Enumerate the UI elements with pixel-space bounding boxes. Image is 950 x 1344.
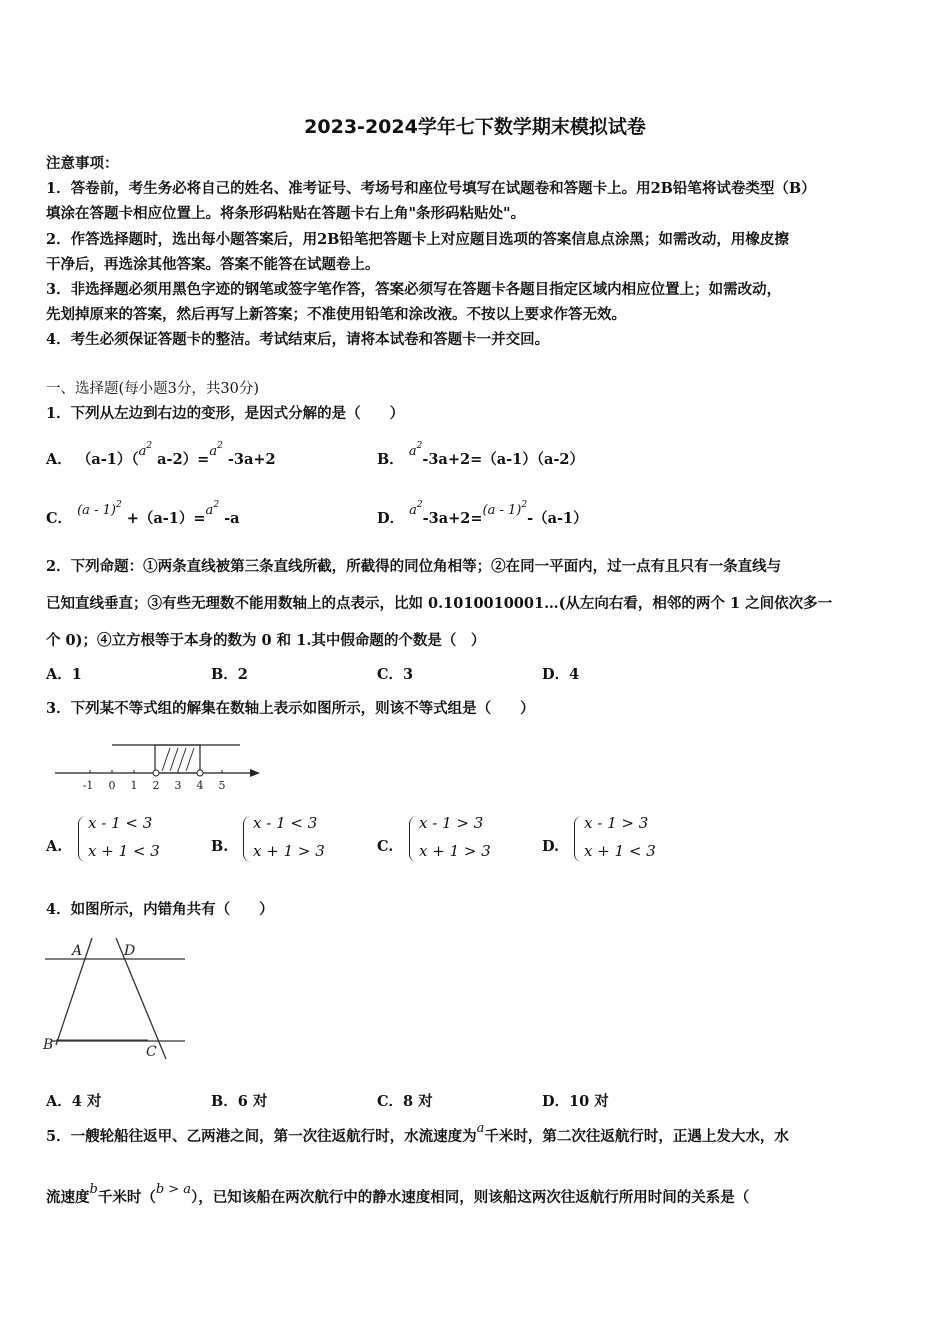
axis-arrow [250,769,260,777]
q2-line-2: 已知直线垂直；③有些无理数不能用数轴上的点表示，比如 0.1010010001…(从左向右看，相邻的两个 1 之间依次多一 [46,595,833,612]
point-label-d: D [124,943,136,959]
notice-line-3: 2．作答选择题时，选出每小题答案后，用2B铅笔把答题卡上对应题目选项的答案信息点涂黑；如需改动，用橡皮擦 [46,231,789,248]
notice-line-7: 4．考生必须保证答题卡的整洁。考试结束后，请将本试卷和答题卡一并交回。 [46,331,550,348]
parallel-lines-figure [40,935,190,1065]
brace [78,816,87,862]
q3-option-b-label[interactable]: B. [211,838,229,855]
q2-line-1: 2．下列命题：①两条直线被第三条直线所截，所截得的同位角相等；②在同一平面内，过一点有且只有一条直线与 [46,558,782,575]
section-heading: 一、选择题(每小题3分，共30分) [46,381,259,397]
q4-option-c[interactable]: C．8 对 [377,1093,433,1110]
notice-line-4: 干净后，再选涂其他答案。答案不能答在试题卷上。 [46,256,380,273]
q1-stem: 1．下列从左边到右边的变形，是因式分解的是（ ） [46,405,405,422]
exam-page: 2023-2024学年七下数学期末模拟试卷 注意事项： 1．答卷前，考生务必将自己的姓名、准考证号、考场号和座位号填写在试题卷和答题卡上。用2B铅笔将试卷类型（B） 填涂在答题卡相应位置上。将条形码粘贴在答题卡右上角"条形码粘贴处"。 2．作答选择题时，选出每小题答案后，用2B铅笔把答题卡上对应题目选项的答案信息点涂黑；如需改动，用橡皮擦 干净后，再选涂其他答案。答案不能答在试题卷上。 3．非选择题必须用黑色字迹的钢笔或签字笔作答，答案必须写在答题卡各题目指定区域内相应位置上；如需改动， 先划掉原来的答案，然后再写上新答案；不准使用铅笔和涂改液。不按以上要求作答无效。 4．考生必须保证答题卡的整洁。考试结束后，请将本试卷和答题卡一并交回。 一、选择题(每小题3分，共30分) 1．下列从左边到右边的变形，是因式分解的是（ ） A． $(a-1)(a^2$ $a-2)=a^2$ -3a+2 B． $a^2-3a+2=(a-1)(a-2)$ C． $(a - 1)^2 +(a-1)=a^2$ -a D． $a^2-3a+2=(a - 1)^2-(a-1)$ 2．下列命题：①两条直线被第三条直线所截，所截得的同位角相等；②在同一平面内，过一点有且只有一条直线与 已知直线垂直；③有些无理数不能用数轴上的点表示，比如 0.1010010001…(从左向右看，相邻的两个 1 之间依次多一 个 0)；④立方根等于本身的数为 0 和 1.其中假命题的个数是（ ） A．1 B．2 C．3 D．4 3．下列某不等式组的解集在数轴上表示如图所示，则该不等式组是（ ） -1 0 1 2 3 4 5 A. x - 1 < 3 x + 1 < 3 B. x - 1 < 3 x + 1 > 3 C. x - 1 > 3 x + 1 > 3 D. x - 1 > 3 x + 1 < 3 4．如图所示，内错角共有（ ） A D B C A．4 对 B．6 对 C．8 对 D．10 对 5．一艘轮船往返甲、乙两港之间，第一次往返航行时，水流速度为a千米时，第二次往返航行时，正遇上发大水，水 流速度b千米时（b > a），已知该船在两次航行中的静水速度相同，则该船这两次往返航行所用时间的关系是（ [0,0,950,1344]
q3-option-a-label[interactable]: A. [46,838,63,855]
axis-label: 4 [196,779,204,792]
solution-hatch [162,748,194,771]
q2-line-3: 个 0)；④立方根等于本身的数为 0 和 1.其中假命题的个数是（ ） [46,632,486,649]
q4-option-a[interactable]: A．4 对 [46,1093,102,1110]
q2-option-d[interactable]: D．4 [542,666,580,683]
point-label-a: A [72,943,83,959]
q5-line-1: 5．一艘轮船往返甲、乙两港之间，第一次往返航行时，水流速度为a千米时，第二次往返航行时，正遇上发大水，水 [46,1121,789,1145]
axis-label: 2 [152,779,160,792]
q3-option-d-label[interactable]: D. [542,838,560,855]
axis-label: -1 [82,779,94,792]
q5-line-2: 流速度b千米时（b > a），已知该船在两次航行中的静水速度相同，则该船这两次往返航行所用时间的关系是（ [46,1182,750,1206]
axis-label: 5 [218,779,226,792]
notice-heading: 注意事项： [46,155,119,172]
notice-line-1: 1．答卷前，考生务必将自己的姓名、准考证号、考场号和座位号填写在试题卷和答题卡上。用2B铅笔将试卷类型（B） [46,180,816,197]
q1-option-a[interactable]: A． $(a-1)(a^2$ $a-2)=a^2$ -3a+2 [46,441,276,468]
notice-line-5: 3．非选择题必须用黑色字迹的钢笔或签字笔作答，答案必须写在答题卡各题目指定区域内相应位置上；如需改动， [46,281,782,298]
q2-option-b[interactable]: B．2 [211,666,248,683]
open-point-left [153,770,159,776]
axis-label: 3 [174,779,182,792]
q3-stem: 3．下列某不等式组的解集在数轴上表示如图所示，则该不等式组是（ ） [46,700,535,717]
q4-stem: 4．如图所示，内错角共有（ ） [46,901,274,918]
number-line-figure [50,735,270,795]
axis-label: 0 [108,779,116,792]
open-point-right [197,770,203,776]
brace [409,816,418,862]
q2-option-a[interactable]: A．1 [46,666,82,683]
q4-option-d[interactable]: D．10 对 [542,1093,609,1110]
brace [243,816,252,862]
q1-option-d[interactable]: D． $a^2-3a+2=(a - 1)^2-(a-1)$ [377,500,588,527]
notice-line-6: 先划掉原来的答案，然后再写上新答案；不准使用铅笔和涂改液。不按以上要求作答无效。 [46,306,626,323]
q1-option-c[interactable]: C． $(a - 1)^2 +(a-1)=a^2$ -a [46,500,240,527]
brace [574,816,583,862]
point-label-b: B [43,1037,54,1053]
q1-option-b[interactable]: B． $a^2-3a+2=(a-1)(a-2)$ [377,441,584,468]
page-title: 2023-2024学年七下数学期末模拟试卷 [304,116,646,138]
point-label-c: C [146,1044,157,1060]
axis-label: 1 [130,779,138,792]
q3-option-c-label[interactable]: C. [377,838,394,855]
notice-line-2: 填涂在答题卡相应位置上。将条形码粘贴在答题卡右上角"条形码粘贴处"。 [46,205,526,222]
q2-option-c[interactable]: C．3 [377,666,414,683]
q4-option-b[interactable]: B．6 对 [211,1093,268,1110]
